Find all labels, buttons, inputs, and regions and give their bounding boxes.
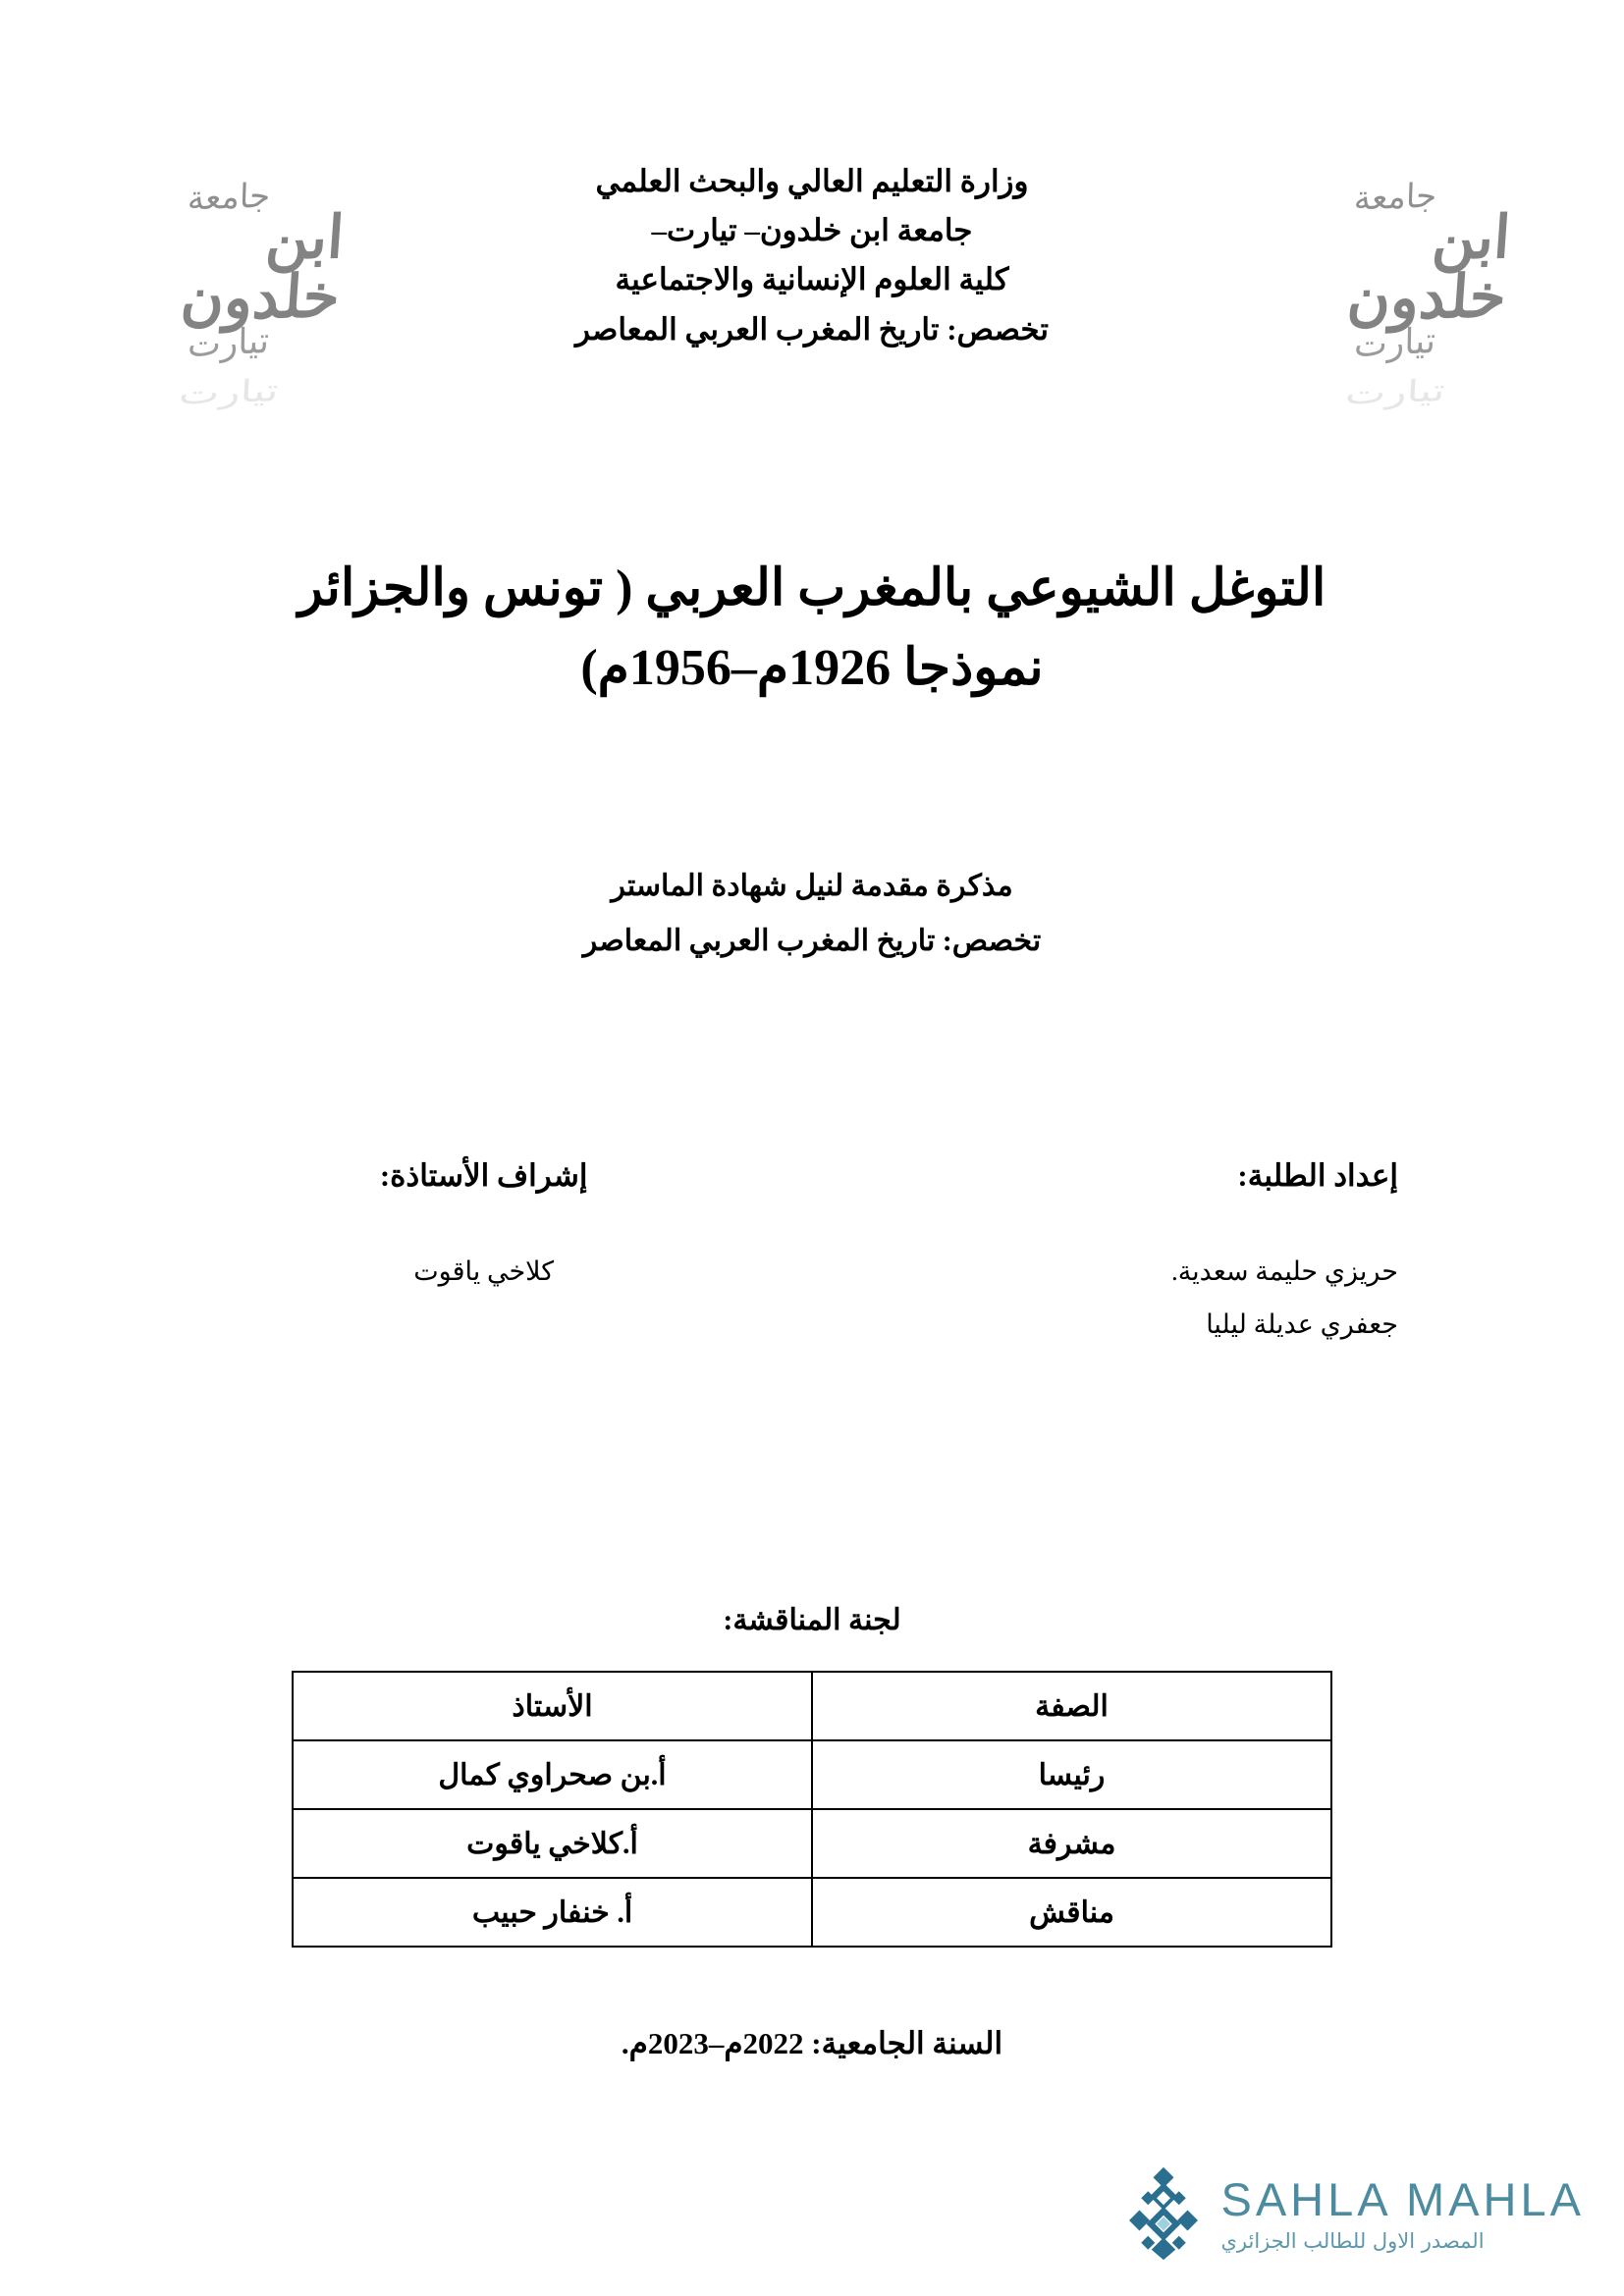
university-logo-line2: ابن خلدون bbox=[178, 202, 347, 334]
students-column bbox=[883, 1158, 1398, 1351]
jury-table bbox=[292, 1671, 1332, 1948]
jury-professor: أ.كلاخي ياقوت bbox=[293, 1809, 812, 1878]
jury-role: مناقش bbox=[812, 1878, 1331, 1947]
university-logo-line3: تيارت bbox=[188, 320, 270, 366]
table-header-row bbox=[293, 1672, 1331, 1740]
degree-info bbox=[0, 859, 1624, 968]
jury-professor: أ. خنفار حبيب bbox=[293, 1878, 812, 1947]
supervisor-name: كلاخي ياقوت bbox=[413, 1256, 555, 1286]
jury-heading: لجنة المناقشة: bbox=[723, 1604, 901, 1636]
header-university: جامعة ابن خلدون– تيارت– bbox=[651, 213, 973, 248]
student-name: حريزي حليمة سعدية. bbox=[1170, 1256, 1398, 1286]
university-logo-shadow: تيارت bbox=[178, 372, 280, 412]
header-specialty: تخصص: تاريخ المغرب العربي المعاصر bbox=[574, 311, 1050, 347]
degree-specialty: تخصص: تاريخ المغرب العربي المعاصر bbox=[582, 924, 1042, 957]
jury-role: رئيسا bbox=[812, 1740, 1331, 1809]
jury-role: مشرفة bbox=[812, 1809, 1331, 1878]
university-logo-line2: ابن خلدون bbox=[1344, 202, 1513, 334]
sahla-mahla-brand bbox=[1120, 2165, 1585, 2262]
jury-professor: أ.بن صحراوي كمال bbox=[293, 1740, 812, 1809]
brand-name: SAHLA MAHLA bbox=[1220, 2172, 1585, 2225]
table-row bbox=[293, 1878, 1331, 1947]
column-header-professor: الأستاذ bbox=[293, 1672, 812, 1740]
institution-header bbox=[0, 157, 1624, 354]
university-logo-line1: جامعة bbox=[1353, 176, 1437, 219]
thesis-title-line-2: نموذجا 1926م–1956م) bbox=[580, 639, 1044, 696]
thesis-title bbox=[147, 550, 1477, 708]
column-header-role: الصفة bbox=[812, 1672, 1331, 1740]
university-logo-line3: تيارت bbox=[1354, 320, 1436, 366]
student-name: جعفري عديلة ليليا bbox=[1206, 1309, 1398, 1339]
university-logo-line1: جامعة bbox=[187, 176, 271, 219]
thesis-title-line-1: التوغل الشيوعي بالمغرب العربي ( تونس والجزائر bbox=[298, 561, 1326, 616]
sahla-mahla-logo-icon bbox=[1120, 2165, 1207, 2262]
table-row bbox=[293, 1809, 1331, 1878]
header-ministry: وزارة التعليم العالي والبحث العلمي bbox=[595, 164, 1029, 198]
academic-year: السنة الجامعية: 2022م–2023م. bbox=[621, 2026, 1003, 2060]
students-heading: إعداد الطلبة: bbox=[1237, 1158, 1398, 1193]
degree-statement: مذكرة مقدمة لنيل شهادة الماستر bbox=[611, 870, 1013, 902]
credits-section bbox=[226, 1158, 1398, 1351]
brand-text-block bbox=[1220, 2172, 1585, 2253]
brand-tagline: المصدر الاول للطالب الجزائري bbox=[1220, 2228, 1485, 2253]
supervisor-heading: إشراف الأستاذة: bbox=[379, 1158, 588, 1193]
table-row bbox=[293, 1740, 1331, 1809]
supervisor-column bbox=[226, 1158, 741, 1351]
header-faculty: كلية العلوم الإنسانية والاجتماعية bbox=[615, 262, 1009, 297]
university-logo-shadow: تيارت bbox=[1344, 372, 1446, 412]
